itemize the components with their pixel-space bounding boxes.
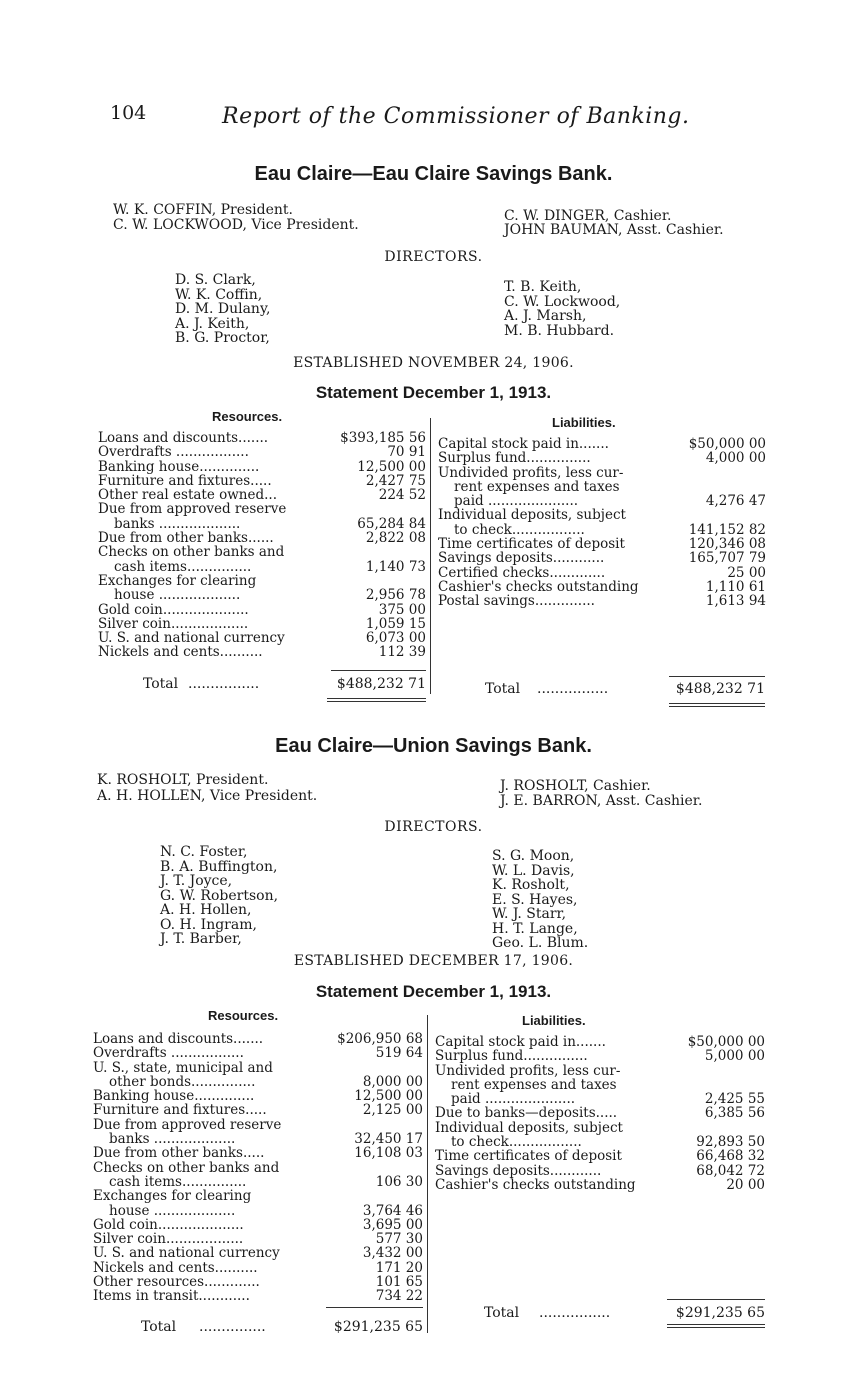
resources-total-row <box>143 676 426 692</box>
row-amount: 3,695 00 <box>362 1216 423 1233</box>
row-amount: 1,110 61 <box>705 578 766 595</box>
row-amount: 20 00 <box>726 1176 765 1193</box>
row-label: Surplus fund............... <box>435 1048 588 1065</box>
row-amount: 12,500 00 <box>354 1088 423 1105</box>
row-label: Time certificates of deposit <box>435 1148 622 1165</box>
table-row <box>93 1261 423 1275</box>
directors-heading: DIRECTORS. <box>384 819 483 835</box>
row-amount: 5,000 00 <box>704 1048 765 1065</box>
director-name: A. H. Hollen, <box>160 902 252 918</box>
row-label: Individual deposits, subject <box>435 1119 623 1136</box>
row-amount: $393,185 56 <box>340 430 426 446</box>
resources-total-row <box>141 1319 423 1335</box>
directors-list-left <box>160 845 278 947</box>
row-label: Undivided profits, less cur- <box>435 1062 621 1079</box>
table-row <box>93 1232 423 1246</box>
row-label: Time certificates of deposit <box>438 536 625 553</box>
row-amount: 224 52 <box>378 487 426 504</box>
row-amount: 106 30 <box>375 1173 423 1190</box>
table-row <box>93 1289 423 1303</box>
sum-rule <box>331 670 426 671</box>
table-row <box>98 617 426 631</box>
total-amount: $291,235 65 <box>675 1305 765 1321</box>
resources-heading: Resources. <box>212 409 283 424</box>
table-row <box>98 445 426 459</box>
row-label: Checks on other banks and <box>93 1159 280 1176</box>
row-label: Items in transit............ <box>93 1288 250 1305</box>
officer-vice-president: C. W. LOCKWOOD, Vice President. <box>113 217 359 233</box>
resources-table <box>93 1032 423 1304</box>
row-label: to check................. <box>454 521 585 538</box>
running-head: Report of the Commissioner of Banking. <box>222 104 690 129</box>
table-row <box>93 1189 423 1203</box>
row-label: Due from approved reserve <box>93 1116 282 1133</box>
row-label: Certified checks............. <box>438 564 606 581</box>
page-number: 104 <box>110 102 147 124</box>
row-amount: 6,073 00 <box>365 630 426 647</box>
row-amount: 2,425 55 <box>704 1091 765 1108</box>
row-label: Silver coin.................. <box>93 1231 244 1248</box>
row-amount: 112 39 <box>378 644 426 661</box>
row-amount: 2,427 75 <box>365 472 426 489</box>
row-label: Individual deposits, subject <box>438 507 626 524</box>
table-row <box>93 1175 423 1189</box>
director-name: G. W. Robertson, <box>160 887 279 904</box>
double-rule <box>669 703 765 704</box>
row-amount: 2,822 08 <box>365 530 426 547</box>
director-name: J. T. Barber, <box>160 931 242 947</box>
row-amount: 68,042 72 <box>696 1162 765 1179</box>
table-row <box>435 1121 765 1135</box>
liabilities-heading: Liabilities. <box>522 1013 586 1028</box>
table-row <box>93 1246 423 1260</box>
total-label: Total <box>485 681 521 697</box>
row-label: Banking house.............. <box>98 458 260 475</box>
table-row <box>435 1035 765 1049</box>
row-amount: 70 91 <box>387 444 426 461</box>
table-row <box>438 566 766 580</box>
row-label: Capital stock paid in....... <box>435 1034 606 1050</box>
table-row <box>93 1118 423 1132</box>
row-label: Other real estate owned... <box>98 487 278 504</box>
row-amount: 375 00 <box>378 601 426 618</box>
sum-rule <box>669 676 765 677</box>
table-row <box>438 551 766 565</box>
table-row <box>93 1089 423 1103</box>
row-amount: 734 22 <box>375 1288 423 1305</box>
table-row <box>93 1218 423 1232</box>
bank-title: Eau Claire—Eau Claire Savings Bank. <box>254 163 613 185</box>
table-row <box>438 437 766 451</box>
row-amount: 12,500 00 <box>357 458 426 475</box>
row-amount: 65,284 84 <box>357 515 426 532</box>
total-label: Total <box>141 1319 177 1335</box>
table-row <box>93 1046 423 1060</box>
row-label: Postal savings.............. <box>438 593 595 610</box>
table-row <box>98 517 426 531</box>
row-label: house ................... <box>109 1202 236 1219</box>
table-row <box>93 1132 423 1146</box>
row-amount: 6,385 56 <box>704 1105 765 1122</box>
row-amount: 101 65 <box>375 1274 423 1291</box>
row-label: Undivided profits, less cur- <box>438 464 624 481</box>
director-name: W. L. Davis, <box>492 862 575 879</box>
row-label: Surplus fund............... <box>438 450 591 467</box>
row-label: Nickels and cents.......... <box>98 644 263 661</box>
row-label: Furniture and fixtures..... <box>93 1102 267 1119</box>
row-label: Cashier's checks outstanding <box>435 1176 636 1193</box>
director-name: S. G. Moon, <box>492 848 575 864</box>
officer-asst-cashier: JOHN BAUMAN, Asst. Cashier. <box>504 222 724 238</box>
table-row <box>98 631 426 645</box>
table-row <box>98 603 426 617</box>
director-name: B. G. Proctor, <box>175 330 270 346</box>
liabilities-table <box>435 1035 765 1192</box>
table-row <box>98 645 426 659</box>
director-name: H. T. Lange, <box>492 920 578 937</box>
table-row <box>435 1049 765 1063</box>
table-row <box>435 1135 765 1149</box>
total-amount: $488,232 71 <box>675 681 765 697</box>
directors-list-right <box>504 280 620 338</box>
table-row <box>98 488 426 502</box>
row-label: house ................... <box>114 587 241 604</box>
table-row <box>435 1178 765 1192</box>
table-row <box>93 1032 423 1046</box>
row-amount: 66,468 32 <box>696 1148 765 1165</box>
director-name: C. W. Lockwood, <box>504 293 621 310</box>
statement-heading: Statement December 1, 1913. <box>315 982 552 1001</box>
row-amount: 577 30 <box>375 1231 423 1248</box>
director-name: M. B. Hubbard. <box>504 322 615 339</box>
row-label: Due from approved reserve <box>98 501 287 518</box>
row-amount: 120,346 08 <box>688 536 766 553</box>
row-label: other bonds............... <box>109 1073 256 1090</box>
row-amount: 4,000 00 <box>705 450 766 467</box>
total-leader: ................ <box>537 681 609 697</box>
double-rule <box>667 1324 765 1325</box>
table-row <box>93 1146 423 1160</box>
director-name: D. M. Dulany, <box>175 301 271 317</box>
row-amount: $50,000 00 <box>687 1034 765 1050</box>
row-amount: $206,950 68 <box>337 1031 423 1047</box>
table-row <box>93 1161 423 1175</box>
table-row <box>435 1092 765 1106</box>
established-date: ESTABLISHED NOVEMBER 24, 1906. <box>293 355 574 371</box>
table-row <box>435 1078 765 1092</box>
established-date: ESTABLISHED DECEMBER 17, 1906. <box>293 953 574 969</box>
row-label: Gold coin.................... <box>98 601 249 618</box>
row-label: Banking house.............. <box>93 1088 255 1105</box>
row-amount: 32,450 17 <box>354 1131 423 1148</box>
column-divider <box>427 1015 428 1333</box>
liabilities-heading: Liabilities. <box>552 415 616 430</box>
double-rule <box>667 1327 765 1328</box>
row-amount: 1,613 94 <box>705 593 766 610</box>
row-amount: 3,764 46 <box>362 1202 423 1219</box>
table-row <box>93 1275 423 1289</box>
row-label: to check................. <box>451 1134 582 1151</box>
row-amount: 1,059 15 <box>365 615 426 632</box>
row-label: Checks on other banks and <box>98 544 285 561</box>
director-name: T. B. Keith, <box>504 279 582 295</box>
director-name: A. J. Keith, <box>175 315 250 332</box>
director-name: Geo. L. Blum. <box>492 935 589 951</box>
row-label: U. S. and national currency <box>93 1245 280 1262</box>
table-row <box>98 588 426 602</box>
row-label: Other resources............. <box>93 1274 260 1291</box>
officer-asst-cashier: J. E. BARRON, Asst. Cashier. <box>500 793 703 809</box>
table-row <box>98 460 426 474</box>
row-label: Due from other banks..... <box>93 1145 265 1162</box>
resources-heading: Resources. <box>208 1008 279 1023</box>
row-label: Savings deposits............ <box>435 1162 602 1179</box>
row-label: U. S. and national currency <box>98 630 285 647</box>
row-label: Capital stock paid in....... <box>438 436 609 452</box>
director-name: A. J. Marsh, <box>504 308 587 324</box>
row-label: Loans and discounts....... <box>98 430 269 446</box>
row-label: Silver coin.................. <box>98 615 249 632</box>
director-name: D. S. Clark, <box>175 272 256 288</box>
table-row <box>93 1075 423 1089</box>
directors-list-left <box>175 273 270 346</box>
row-label: Overdrafts ................. <box>98 444 249 461</box>
row-amount: 16,108 03 <box>354 1145 423 1162</box>
row-amount: 1,140 73 <box>365 558 426 575</box>
row-amount: $50,000 00 <box>688 436 766 452</box>
row-label: U. S., state, municipal and <box>93 1059 273 1076</box>
row-label: rent expenses and taxes <box>454 478 620 495</box>
table-row <box>438 580 766 594</box>
table-row <box>435 1106 765 1120</box>
sum-rule <box>667 1299 765 1300</box>
table-row <box>438 508 766 522</box>
liabilities-table <box>438 437 766 609</box>
table-row <box>98 560 426 574</box>
table-row <box>93 1204 423 1218</box>
officer-cashier: C. W. DINGER, Cashier. <box>504 208 672 224</box>
bank-title: Eau Claire—Union Savings Bank. <box>275 735 592 757</box>
table-row <box>98 474 426 488</box>
total-amount: $488,232 71 <box>336 676 426 692</box>
row-label: rent expenses and taxes <box>451 1076 617 1093</box>
table-row <box>438 594 766 608</box>
row-label: banks ................... <box>109 1131 236 1148</box>
row-amount: 4,276 47 <box>705 493 766 510</box>
table-row <box>98 502 426 516</box>
row-label: Gold coin.................... <box>93 1216 244 1233</box>
table-row <box>98 431 426 445</box>
row-label: cash items............... <box>114 558 252 575</box>
resources-table <box>98 431 426 660</box>
table-row <box>93 1103 423 1117</box>
total-label: Total <box>484 1305 520 1321</box>
officer-president: W. K. COFFIN, President. <box>113 202 294 218</box>
column-divider <box>430 418 431 694</box>
row-label: Due from other banks...... <box>98 530 274 547</box>
row-label: Exchanges for clearing <box>93 1188 252 1205</box>
row-amount: 519 64 <box>375 1045 423 1062</box>
row-amount: 3,432 00 <box>362 1245 423 1262</box>
liabilities-total-row <box>485 681 765 697</box>
table-row <box>93 1061 423 1075</box>
table-row <box>438 480 766 494</box>
total-leader: ............... <box>199 1319 266 1335</box>
row-amount: 25 00 <box>727 564 766 581</box>
table-row <box>438 523 766 537</box>
director-name: B. A. Buffington, <box>160 858 278 875</box>
table-row <box>98 531 426 545</box>
row-label: Savings deposits............ <box>438 550 605 567</box>
row-amount: 2,956 78 <box>365 587 426 604</box>
liabilities-total-row <box>484 1305 765 1321</box>
double-rule <box>327 698 426 699</box>
director-name: O. H. Ingram, <box>160 916 257 933</box>
director-name: N. C. Foster, <box>160 844 248 860</box>
table-row <box>438 537 766 551</box>
row-amount: 141,152 82 <box>688 521 766 538</box>
row-label: banks ................... <box>114 515 241 532</box>
table-row <box>435 1164 765 1178</box>
statement-heading: Statement December 1, 1913. <box>315 383 552 402</box>
row-label: paid ..................... <box>454 493 579 510</box>
double-rule <box>669 706 765 707</box>
director-name: K. Rosholt, <box>492 877 570 893</box>
row-label: Nickels and cents.......... <box>93 1259 258 1276</box>
directors-heading: DIRECTORS. <box>384 249 483 265</box>
director-name: W. J. Starr, <box>492 906 567 922</box>
total-amount: $291,235 65 <box>333 1319 423 1335</box>
total-label: Total <box>143 676 179 692</box>
row-amount: 171 20 <box>375 1259 423 1276</box>
table-row <box>435 1064 765 1078</box>
table-row <box>438 451 766 465</box>
row-label: Loans and discounts....... <box>93 1031 264 1047</box>
table-row <box>435 1149 765 1163</box>
table-row <box>438 494 766 508</box>
row-amount: 165,707 79 <box>688 550 766 567</box>
row-label: Furniture and fixtures..... <box>98 472 272 489</box>
director-name: W. K. Coffin, <box>175 286 263 303</box>
directors-list-right <box>492 849 588 951</box>
row-label: Cashier's checks outstanding <box>438 578 639 595</box>
row-amount: 2,125 00 <box>362 1102 423 1119</box>
row-label: cash items............... <box>109 1173 247 1190</box>
double-rule <box>327 701 426 702</box>
officer-president: K. ROSHOLT, President. <box>97 772 269 788</box>
row-amount: 8,000 00 <box>362 1073 423 1090</box>
row-label: Due to banks—deposits..... <box>435 1105 618 1122</box>
table-row <box>98 545 426 559</box>
director-name: J. T. Joyce, <box>160 873 233 889</box>
total-leader: ................ <box>539 1305 611 1321</box>
row-label: paid ..................... <box>451 1091 576 1108</box>
table-row <box>438 466 766 480</box>
total-leader: ................ <box>188 676 260 692</box>
officer-cashier: J. ROSHOLT, Cashier. <box>500 778 651 794</box>
row-label: Overdrafts ................. <box>93 1045 244 1062</box>
director-name: E. S. Hayes, <box>492 891 578 908</box>
row-amount: 92,893 50 <box>696 1134 765 1151</box>
officer-vice-president: A. H. HOLLEN, Vice President. <box>97 788 318 804</box>
row-label: Exchanges for clearing <box>98 572 257 589</box>
sum-rule <box>326 1307 423 1308</box>
table-row <box>98 574 426 588</box>
